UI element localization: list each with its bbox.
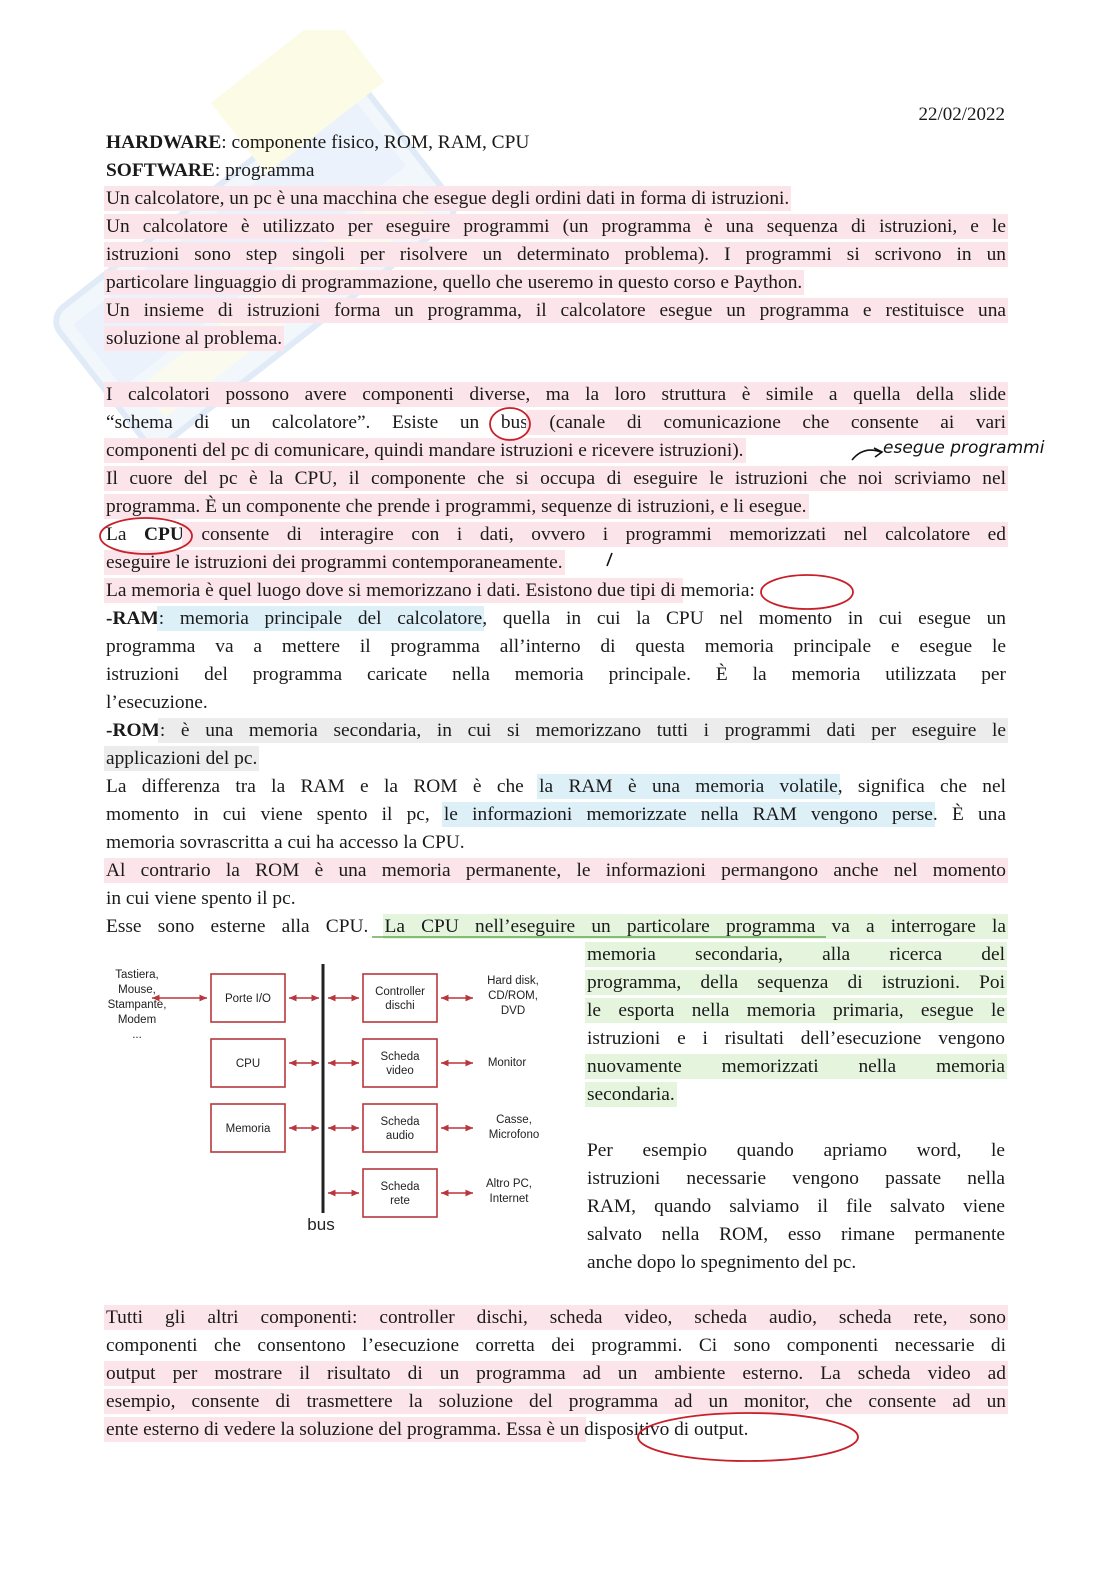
memory-section (106, 577, 1006, 913)
others-line: Tutti gli altri componenti: controller dischi, scheda video, scheda audio, scheda rete, sono (106, 1307, 1006, 1328)
box-label: dischi (385, 1000, 415, 1012)
external-line: memoria secondaria, alla ricerca del (587, 944, 1005, 965)
external-line: le esporta nella memoria primaria, esegue le (587, 1000, 1005, 1021)
device-label: Casse, (496, 1114, 532, 1126)
example-line: anche dopo lo spegnimento del pc. (587, 1252, 857, 1273)
bus-label: bus (307, 1215, 335, 1234)
device-label: Tastiera, (115, 969, 159, 981)
device-label: Mouse, (118, 984, 156, 996)
box-label: rete (390, 1195, 410, 1207)
intro-line: particolare linguaggio di programmazione, quello che useremo in questo corso e Paython. (106, 272, 803, 293)
device-label: Altro PC, (485, 1178, 533, 1190)
structure-line: eseguire le istruzioni dei programmi contemporaneamente. (106, 552, 563, 573)
device-label: DVD (500, 1005, 526, 1017)
other-components-section (106, 1304, 1006, 1444)
structure-line: programma. È un componente che prende i programmi, sequenze di istruzioni, e li esegue. (106, 496, 807, 517)
box-label: Memoria (225, 1123, 271, 1135)
external-line: istruzioni e i risultati dell’esecuzione vengono (587, 1028, 1005, 1049)
example-line: istruzioni necessarie vengono passate nella (587, 1168, 1005, 1189)
output-device-phrase: dispositivo di output. (584, 1419, 749, 1440)
box-scheda-video (363, 1039, 437, 1087)
example-section (587, 1137, 1005, 1277)
device-label: Stampante, (107, 999, 167, 1011)
rom-permanent-line: Al contrario la ROM è una memoria permanente, le informazioni permangono anche nel momento (106, 860, 1006, 881)
external-line: secondaria. (587, 1084, 675, 1105)
external-line: nuovamente memorizzati nella memoria (587, 1056, 1005, 1077)
intro-line: Un insieme di istruzioni forma un programma, il calcolatore esegue un programma e restituisce una (106, 300, 1006, 321)
bus-word: bus (500, 412, 528, 433)
box-label: CPU (235, 1058, 261, 1070)
intro-line: Un calcolatore è utilizzato per eseguire programmi (un programma è una sequenza di istruzioni, e le (106, 216, 1006, 237)
structure-line: Il cuore del pc è la CPU, il componente che si occupa di eseguire le istruzioni che noi scriviamo nel (106, 468, 1006, 489)
computer-schema-diagram (100, 958, 560, 1238)
handwritten-note: esegue programmi (883, 438, 1045, 458)
box-controller-dischi (363, 974, 437, 1022)
device-label: CD/ROM, (488, 990, 538, 1002)
intro-line: istruzioni sono step singoli per risolvere un determinato problema). I programmi si scrivono in un (106, 244, 1006, 265)
box-label: audio (385, 1130, 415, 1142)
memory-line: La memoria è quel luogo dove si memorizzano i dati. Esistono due tipi di memoria: (106, 580, 755, 601)
hardware-line: HARDWARE: componente fisico, ROM, RAM, CPU (106, 132, 530, 153)
ram-line: programma va a mettere il programma all’interno di questa memoria principale e esegue le (106, 636, 1006, 657)
others-line: output per mostrare il risultato di un programma ad un ambiente esterno. La scheda video ad (106, 1363, 1006, 1384)
rom-label: -ROM (106, 720, 160, 741)
box-scheda-audio (363, 1104, 437, 1152)
rom-line: -ROM: è una memoria secondaria, in cui si memorizzano tutti i programmi dati per eseguire le (106, 720, 1006, 741)
others-line: componenti che consentono l’esecuzione corretta dei programmi. Ci sono componenti necessarie di (106, 1335, 1006, 1356)
intro-line: soluzione al problema. (106, 328, 283, 349)
ram-line: -RAM: memoria principale del calcolatore, quella in cui la CPU nel momento in cui esegue un (106, 608, 1007, 629)
example-line: salvato nella ROM, esso rimane permanente (587, 1224, 1005, 1245)
ram-line: l’esecuzione. (106, 692, 208, 713)
others-line: ente esterno di vedere la soluzione del programma. Essa è un dispositivo di output. (106, 1419, 749, 1440)
external-first-line: Esse sono esterne alla CPU. La CPU nell’eseguire un particolare programma va a interrogare la (106, 916, 1006, 937)
hardware-term: HARDWARE (106, 132, 222, 153)
device-label: Internet (489, 1193, 529, 1205)
structure-line: I calcolatori possono avere componenti diverse, ma la loro struttura è simile a quella della slide (106, 384, 1006, 405)
box-label: Controller (375, 986, 425, 998)
box-label: Porte I/O (224, 993, 272, 1005)
example-line: Per esempio quando apriamo word, le (587, 1140, 1005, 1161)
difference-line: momento in cui viene spento il pc, le informazioni memorizzate nella RAM vengono perse. È una (106, 804, 1006, 825)
device-label: Monitor (487, 1057, 527, 1069)
box-scheda-rete (363, 1169, 437, 1217)
software-term: SOFTWARE (106, 160, 215, 181)
intro-section (106, 129, 1006, 353)
example-line: RAM, quando salviamo il file salvato viene (587, 1196, 1005, 1217)
structure-line: componenti del pc di comunicare, quindi mandare istruzioni e ricevere istruzioni). (106, 440, 744, 461)
structure-section (106, 381, 1006, 577)
box-label: video (386, 1065, 414, 1077)
box-label: Scheda (380, 1051, 420, 1063)
external-section (587, 941, 1005, 1109)
others-line: esempio, consente di trasmettere la soluzione del programma ad un monitor, che consente ad un (106, 1391, 1006, 1412)
rom-line: applicazioni del pc. (106, 748, 258, 769)
structure-line: La CPU consente di interagire con i dati, ovvero i programmi memorizzati nel calcolatore ed (106, 524, 1006, 545)
structure-line: “schema di un calcolatore”. Esiste un bus (canale di comunicazione che consente ai vari (106, 412, 1006, 433)
difference-line: memoria sovrascritta a cui ha accesso la CPU. (106, 832, 465, 853)
date: 22/02/2022 (918, 104, 1005, 125)
box-label: Scheda (380, 1116, 420, 1128)
device-label: Hard disk, (487, 975, 539, 987)
ram-label: -RAM (106, 608, 159, 629)
memoria-word: memoria: (680, 580, 755, 601)
difference-line: La differenza tra la RAM e la ROM è che la RAM è una memoria volatile, significa che nel (106, 776, 1006, 797)
intro-line: Un calcolatore, un pc è una macchina che esegue degli ordini dati in forma di istruzioni. (106, 188, 790, 209)
rom-permanent-line: in cui viene spento il pc. (106, 888, 296, 909)
device-label: ... (132, 1029, 142, 1041)
cpu-word: CPU (144, 524, 184, 545)
ram-line: istruzioni del programma caricate nella memoria principale. È la memoria utilizzata per (106, 664, 1006, 685)
external-line: programma, della sequenza di istruzioni. Poi (587, 972, 1005, 993)
box-label: Scheda (380, 1181, 420, 1193)
software-line: SOFTWARE: programma (106, 160, 315, 181)
device-label: Microfono (488, 1129, 540, 1141)
device-label: Modem (117, 1014, 157, 1026)
